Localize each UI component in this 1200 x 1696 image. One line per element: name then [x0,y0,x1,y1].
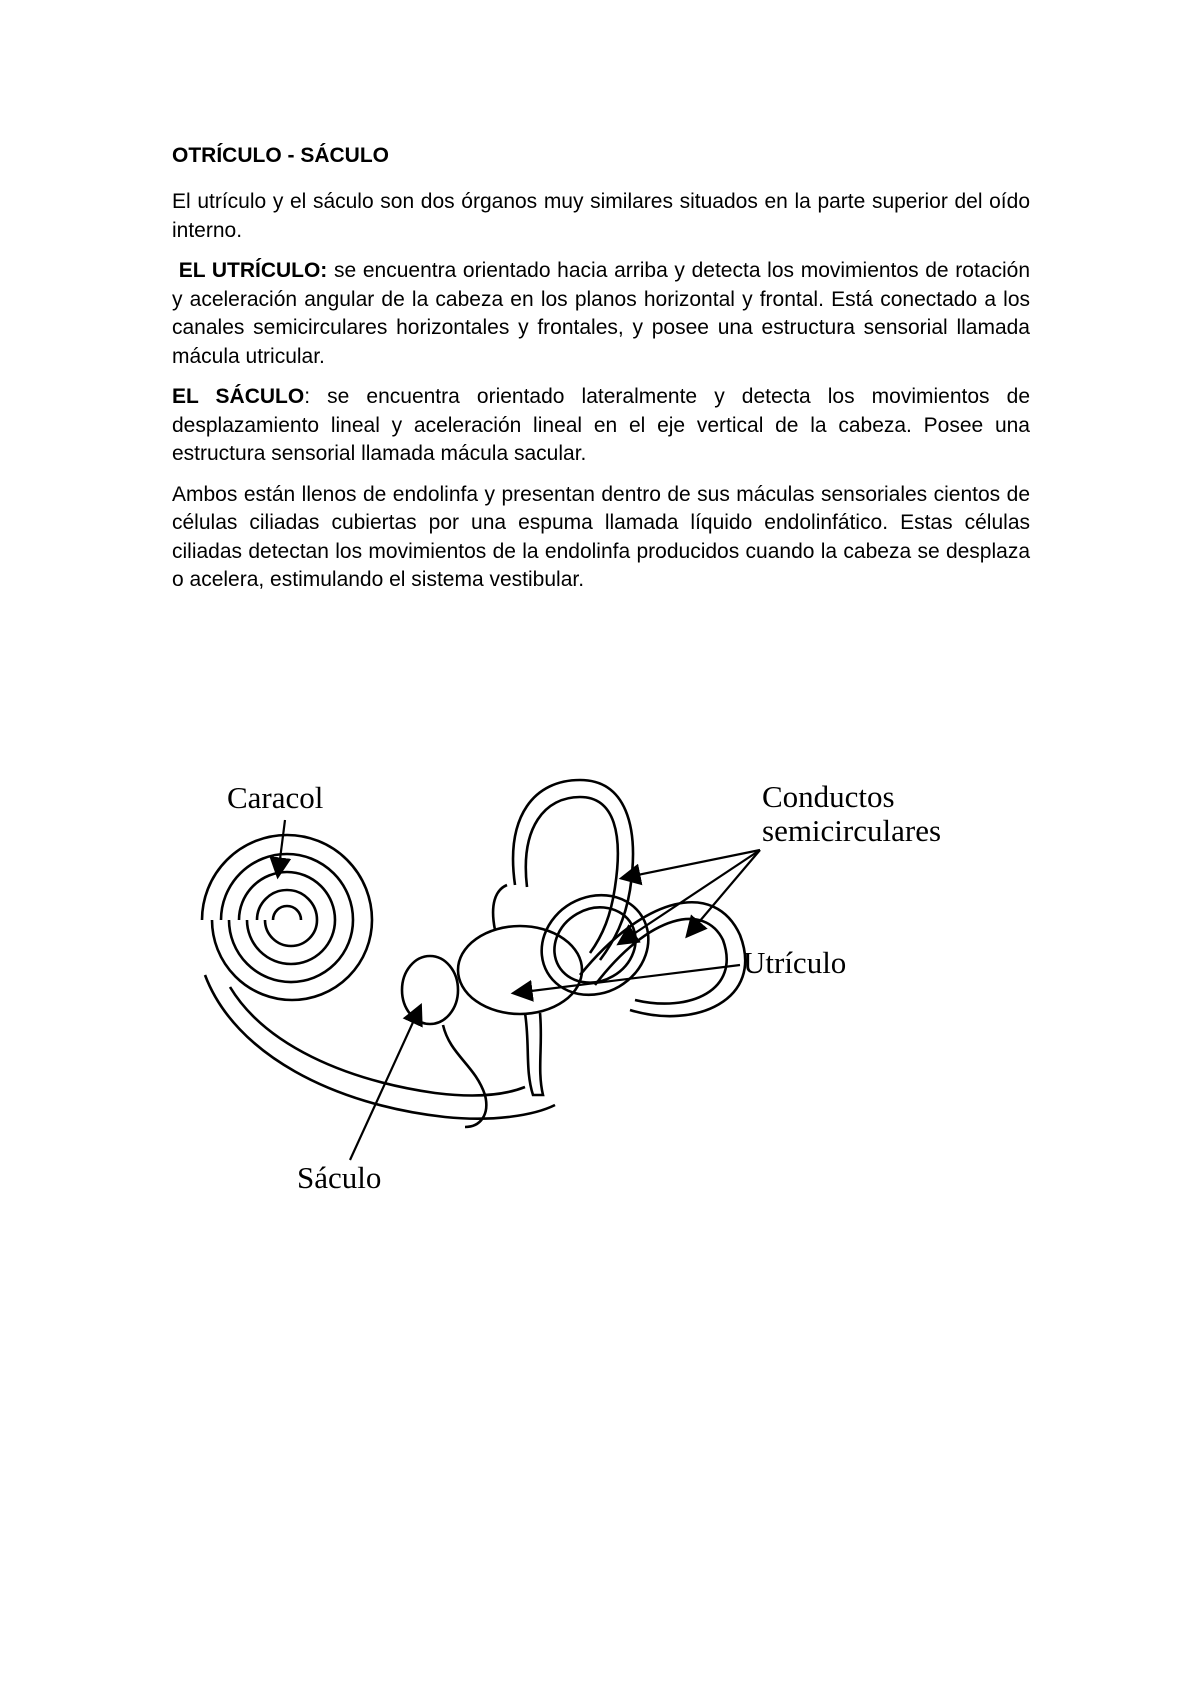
intro-paragraph: El utrículo y el sáculo son dos órganos muy similares situados en la parte superior del oído interno. [172,190,1030,242]
saculo-heading: EL SÁCULO [172,385,305,408]
label-conductos-line1: Conductos [762,779,895,814]
document-title: OTRÍCULO - SÁCULO [172,144,389,167]
label-utriculo: Utrículo [743,945,847,980]
semicircular-canals [513,780,745,1016]
vestibule-body [402,885,582,1127]
label-caracol: Caracol [227,780,324,815]
utriculo-heading: EL UTRÍCULO: [178,259,328,282]
saculo-text: : se encuentra orientado lateralmente y detecta los movimientos de desplazamiento lineal y aceleración lineal en el eje vertical de la cabeza. Posee una estructura sensorial llamada mácula sacular. [172,385,1030,465]
label-saculo: Sáculo [297,1160,382,1195]
cochlea-spiral [202,835,555,1119]
document-body [172,142,1030,607]
saculo-paragraph [172,383,1030,469]
label-conductos-line2: semicirculares [762,813,942,848]
inner-ear-diagram [175,775,1075,1215]
closing-paragraph: Ambos están llenos de endolinfa y presentan dentro de sus máculas sensoriales cientos de células ciliadas cubiertas por una espuma llamada líquido endolinfático. Estas células ciliadas detectan los movimientos de la endolinfa producidos cuando la cabeza se desplaza o acelera, estimulando el sistema vestibular. [172,482,1030,591]
pointer-arrows [278,820,760,1160]
utriculo-paragraph [172,257,1030,371]
inner-ear-illustration [175,775,1075,1215]
utriculo-text: se encuentra orientado hacia arriba y detecta los movimientos de rotación y aceleración angular de la cabeza en los planos horizontal y frontal. Está conectado a los canales semicirculares horizontales y frontales, y posee una estructura sensorial llamada mácula utricular. [172,259,1030,368]
